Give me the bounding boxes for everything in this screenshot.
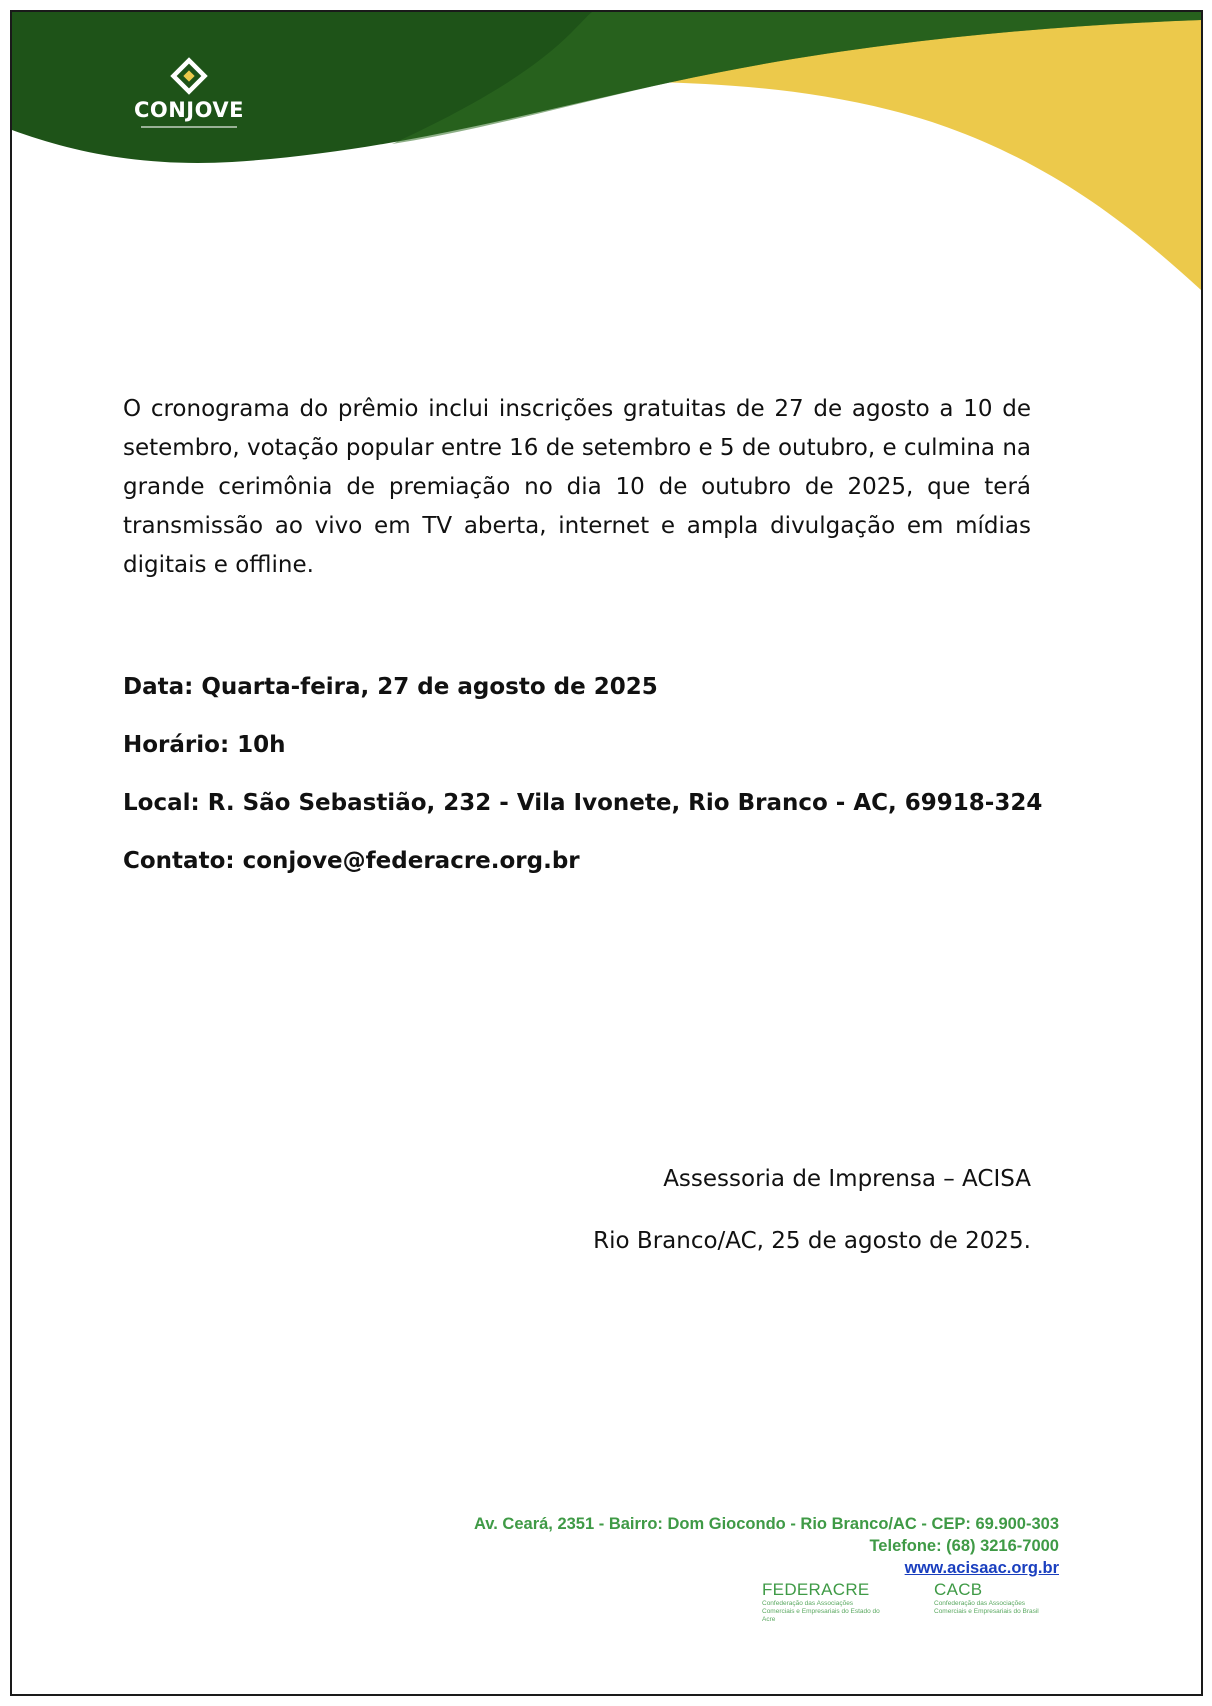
partner-name: FEDERACRE bbox=[762, 1580, 870, 1599]
body-paragraph: O cronograma do prêmio inclui inscrições gratuitas de 27 de agosto a 10 de setembro, votação popular entre 16 de setembro e 5 de outubro, e culmina na grande cerimônia de premiação no dia 10 de outubro de 2025, que terá transmissão ao vivo em TV aberta, internet e ampla divulgação em mídias digitais e offline. bbox=[123, 396, 1031, 578]
footer-phone: Telefone: (68) 3216-7000 bbox=[869, 1537, 1059, 1555]
signature-place-date: Rio Branco/AC, 25 de agosto de 2025. bbox=[593, 1228, 1031, 1254]
partner-subtitle: Confederação das Associações Comerciais e Empresariais do Estado do Acre bbox=[762, 1600, 880, 1623]
event-details bbox=[123, 667, 1123, 899]
event-date: Data: Quarta-feira, 27 de agosto de 2025 bbox=[123, 674, 658, 700]
logo-tagline-rule bbox=[141, 126, 237, 128]
conjove-emblem-icon bbox=[164, 56, 214, 96]
event-location: Local: R. São Sebastião, 232 - Vila Ivonete, Rio Branco - AC, 69918-324 bbox=[123, 790, 1043, 816]
signature-department: Assessoria de Imprensa – ACISA bbox=[663, 1166, 1031, 1192]
footer-contact bbox=[474, 1513, 1059, 1579]
footer-website-link[interactable]: www.acisaac.org.br bbox=[904, 1559, 1059, 1577]
signature-block bbox=[593, 1159, 1031, 1283]
partner-name: CACB bbox=[934, 1580, 983, 1599]
partner-cacb bbox=[934, 1580, 1052, 1616]
partner-subtitle: Confederação das Associações Comerciais e Empresariais do Brasil bbox=[934, 1600, 1039, 1615]
partner-federacre bbox=[762, 1580, 880, 1624]
footer-address: Av. Ceará, 2351 - Bairro: Dom Giocondo - Rio Branco/AC - CEP: 69.900-303 bbox=[474, 1515, 1059, 1533]
event-time: Horário: 10h bbox=[123, 732, 286, 758]
logo-text: CONJOVE bbox=[133, 98, 245, 122]
conjove-logo bbox=[124, 56, 254, 128]
document-page bbox=[10, 10, 1203, 1696]
event-contact: Contato: conjove@federacre.org.br bbox=[123, 848, 580, 874]
partner-logos bbox=[762, 1580, 1082, 1640]
